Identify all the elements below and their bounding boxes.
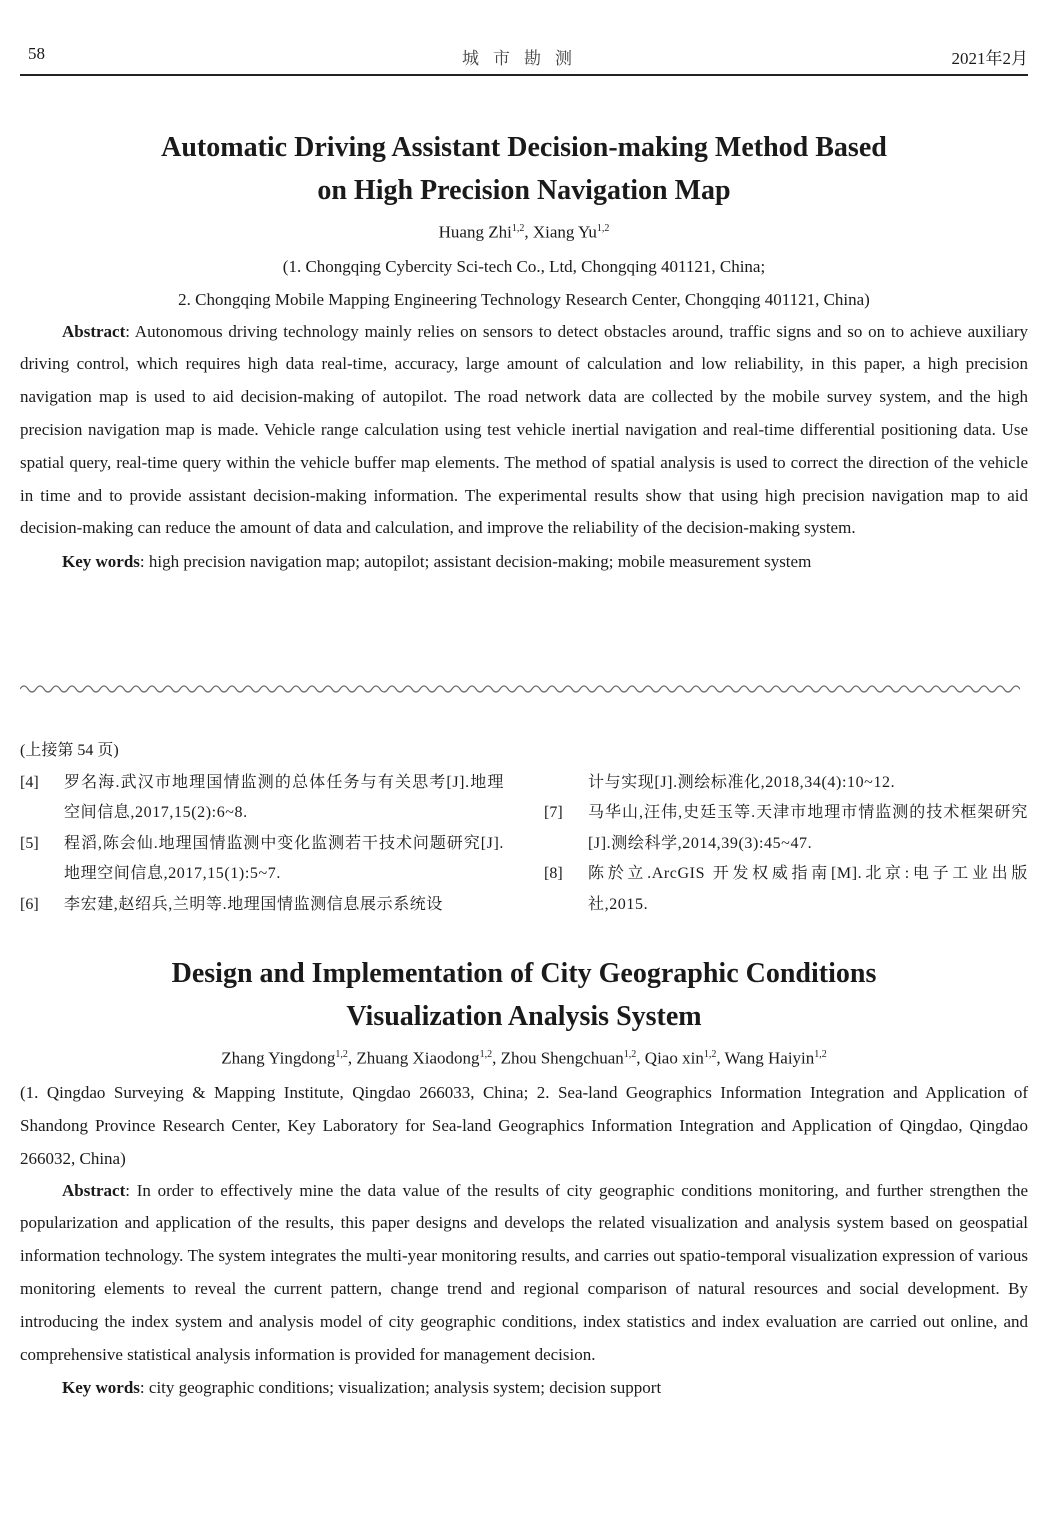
- abstract-label: Abstract: [62, 321, 126, 341]
- affiliation: (1. Chongqing Cybercity Sci-tech Co., Ltd, Chongqing 401121, China;: [282, 256, 766, 276]
- keywords: [20, 545, 1028, 578]
- references-left-column: [20, 768, 504, 920]
- affiliation: 2. Chongqing Mobile Mapping Engineering Technology Research Center, Chongqing 401121, China): [178, 289, 870, 309]
- keywords-label: Key words: [62, 552, 140, 572]
- issue-date: 2021年2月: [951, 49, 1028, 68]
- article-2: [20, 952, 1028, 1404]
- keywords-text: : city geographic conditions; visualization; analysis system; decision support: [139, 1378, 662, 1398]
- references-right-column: [544, 768, 1028, 920]
- author-affiliation-mark: 1,2: [814, 1049, 827, 1060]
- reference-number: [6]: [20, 895, 39, 913]
- reference-item: [20, 829, 504, 890]
- reference-number: [7]: [544, 804, 563, 822]
- keywords: [20, 1371, 1028, 1404]
- abstract: [20, 316, 1028, 546]
- reference-number: [4]: [20, 774, 39, 791]
- author-affiliation-mark: 1,2: [335, 1049, 348, 1060]
- author: Qiao xin: [644, 1048, 704, 1068]
- article-title: [20, 126, 1028, 212]
- keywords-label: Key words: [62, 1378, 140, 1398]
- reference-continuation: 计与实现[J].测绘标准化,2018,34(4):10~12.: [588, 774, 896, 791]
- reference-text: 程滔,陈会仙.地理国情监测中变化监测若干技术问题研究[J].地理空间信息,2017,15(1):5~7.: [64, 834, 504, 883]
- reference-text: 李宏建,赵绍兵,兰明等.地理国情监测信息展示系统设: [64, 895, 444, 913]
- author-affiliation-mark: 1,2: [703, 1049, 717, 1060]
- author-affiliation-mark: 1,2: [479, 1049, 493, 1060]
- reference-text: 马华山,汪伟,史廷玉等.天津市地理市情监测的技术框架研究[J].测绘科学,2014,39(3):45~47.: [588, 804, 1028, 852]
- authors: Huang Zhi$^{1,2}$, Xiang Yu$^{1,2}$: [438, 222, 610, 242]
- reference-item: [20, 768, 504, 829]
- author-affiliation-mark: 1,2: [511, 223, 525, 234]
- authors: Zhang Yingdong$^{1,2}$, Zhuang Xiaodong$^{1,2}$, Zhou Shengchuan$^{1,2}$, Qiao xin$^{1,2}$, Wang Haiyin$^{1,2}$: [221, 1048, 827, 1068]
- references: [20, 736, 1028, 913]
- reference-number: [5]: [20, 834, 39, 852]
- page-number: 58: [28, 44, 45, 63]
- affiliation: (1. Qingdao Surveying & Mapping Institute, Qingdao 266033, China; 2. Sea-land Geographics Information Integration and Application of Shandong Province Research Center, Key Laboratory for Sea-land Geographics Information Integration and Application of Qingdao, Qingdao 266032, China): [20, 1082, 1028, 1168]
- title-line: Automatic Driving Assistant Decision-making Method Based: [161, 132, 887, 163]
- title-line: Design and Implementation of City Geographic Conditions: [171, 958, 877, 989]
- abstract-text: : In order to effectively mine the data value of the results of city geographic conditions monitoring, and further strengthen the popularization and application of the results, this paper designs and develops the related visualization and analysis system based on geospatial information technology. The system integrates the multi-year monitoring results, and carries out spatio-temporal visualization expression of various monitoring elements to reveal the current pattern, change trend and regional comparison of natural resources and social development. By introducing the index system and analysis model of city geographic conditions, index statistics and index evaluation are carried out online, and comprehensive statistical analysis information is provided for management decision.: [20, 1180, 1028, 1364]
- author: Zhou Shengchuan: [500, 1048, 624, 1068]
- header-rule: [20, 74, 1028, 76]
- author: Huang Zhi: [438, 222, 512, 242]
- article-1: [20, 126, 1028, 578]
- author-affiliation-mark: 1,2: [596, 223, 610, 234]
- reference-text: 陈於立.ArcGIS 开发权威指南[M].北京:电子工业出版社,2015.: [588, 865, 1028, 913]
- article-title: [20, 952, 1028, 1038]
- author: Zhuang Xiaodong: [356, 1048, 480, 1068]
- reference-item: [544, 859, 1028, 920]
- reference-number: [8]: [544, 865, 563, 883]
- author-affiliation-mark: 1,2: [623, 1049, 637, 1060]
- abstract-text: : Autonomous driving technology mainly relies on sensors to detect obstacles around, traffic signs and so on to achieve auxiliary driving control, which requires high data real-time, accuracy, large amount of calculation and low reliability, in this paper, a high precision navigation map is used to aid decision-making of autopilot. The road network data are collected by the mobile survey system, and the high precision navigation map is made. Vehicle range calculation using test vehicle inertial navigation and real-time differential positioning data. Use spatial query, real-time query within the vehicle buffer map elements. The method of spatial analysis is used to correct the direction of the vehicle in time and to provide assistant decision-making information. The experimental results show that using high precision navigation map to aid decision-making can reduce the amount of data and calculation, and improve the reliability of the decision-making system.: [20, 321, 1028, 538]
- journal-name: 城市勘测: [462, 49, 586, 68]
- author: Wang Haiyin: [724, 1048, 815, 1068]
- reference-item: [544, 798, 1028, 859]
- abstract-label: Abstract: [62, 1180, 126, 1200]
- running-header: [20, 44, 1028, 68]
- reference-item: [20, 890, 504, 920]
- wave-divider: [20, 680, 1020, 694]
- author: Zhang Yingdong: [221, 1048, 336, 1068]
- title-line: Visualization Analysis System: [346, 1001, 702, 1032]
- title-line: on High Precision Navigation Map: [317, 175, 731, 206]
- abstract: [20, 1175, 1028, 1372]
- author: Xiang Yu: [532, 222, 597, 242]
- keywords-text: : high precision navigation map; autopilot; assistant decision-making; mobile measurement system: [139, 552, 812, 572]
- continued-note: (上接第 54 页): [20, 742, 119, 759]
- reference-text: 罗名海.武汉市地理国情监测的总体任务与有关思考[J].地理空间信息,2017,15(2):6~8.: [64, 774, 504, 822]
